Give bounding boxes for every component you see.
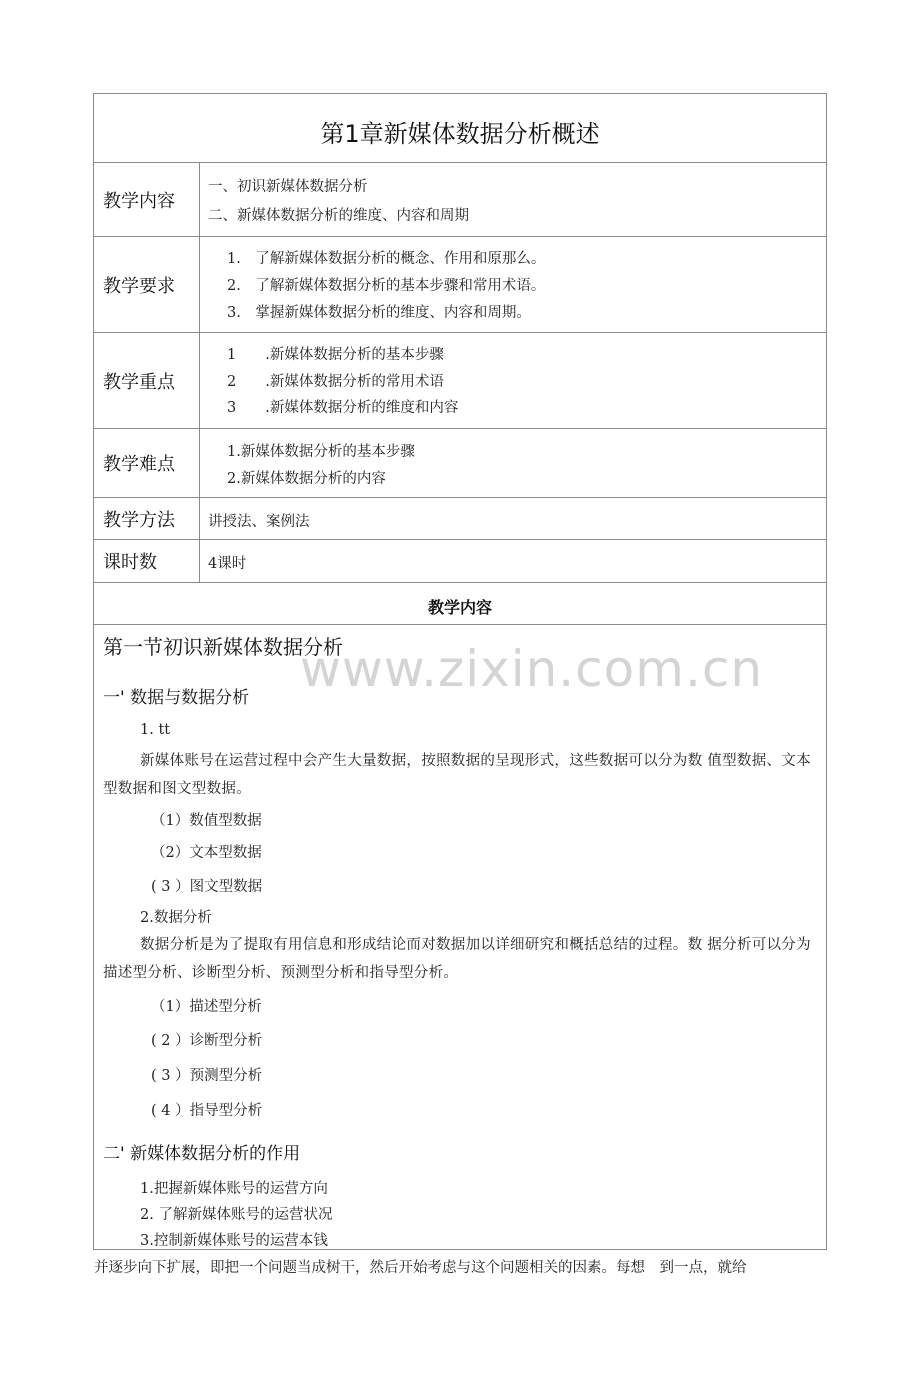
row-section-header xyxy=(94,582,826,624)
row-label: 课时数 xyxy=(94,540,200,582)
row-difficulties xyxy=(94,428,826,497)
row-key-points xyxy=(94,332,826,428)
row-value xyxy=(201,333,826,428)
row-content xyxy=(94,162,826,236)
difficulty-line: 1.新媒体数据分析的基本步骤 xyxy=(227,444,415,460)
key-point-line: 3 .新媒体数据分析的维度和内容 xyxy=(227,400,459,416)
requirement-line: 1. 了解新媒体数据分析的概念、作用和原那么。 xyxy=(227,251,546,267)
item-2-heading: 2.数据分析 xyxy=(140,910,212,926)
item-1-heading: 1. tt xyxy=(140,722,171,738)
section-title: 第一节初识新媒体数据分析 xyxy=(103,635,343,659)
section-header: 教学内容 xyxy=(427,598,492,617)
row-label: 教学方法 xyxy=(94,498,200,539)
row-method xyxy=(94,497,826,539)
data-type-item: ( 3 ）图文型数据 xyxy=(151,879,263,895)
analysis-type-item: ( 2 ）诊断型分析 xyxy=(151,1033,263,1049)
row-hours xyxy=(94,539,826,582)
row-requirements xyxy=(94,236,826,332)
analysis-type-item: ( 4 ）指导型分析 xyxy=(151,1103,263,1119)
row-label: 教学重点 xyxy=(94,333,200,428)
content-line: 一、初识新媒体数据分析 xyxy=(208,179,368,195)
method-value: 讲授法、案例法 xyxy=(208,514,310,530)
row-label: 教学难点 xyxy=(94,429,200,497)
requirement-line: 2. 了解新媒体数据分析的基本步骤和常用术语。 xyxy=(227,278,546,294)
hours-value: 4课时 xyxy=(208,556,247,572)
part1-heading: 一' 数据与数据分析 xyxy=(103,688,250,708)
paragraph: 数据分析是为了提取有用信息和形成结论而对数据加以详细研究和概括总结的过程。数 据分析可以分为描述型分析、诊断型分析、预测型分析和指导型分析。 xyxy=(103,937,811,981)
role-item: 1.把握新媒体账号的运营方向 xyxy=(140,1181,328,1197)
watermark: www.zixin.com.cn xyxy=(300,640,764,698)
lesson-body xyxy=(94,624,826,1249)
data-type-item: （1）数值型数据 xyxy=(151,813,262,829)
trailing-text: 并逐步向下扩展，即把一个问题当成树干，然后开始考虑与这个问题相关的因素。每想 到一点，就给 xyxy=(94,1260,747,1276)
row-value xyxy=(201,237,826,332)
difficulty-line: 2.新媒体数据分析的内容 xyxy=(227,471,386,487)
row-label: 教学内容 xyxy=(94,163,200,236)
row-value xyxy=(201,540,826,582)
row-label: 教学要求 xyxy=(94,237,200,332)
analysis-type-item: （1）描述型分析 xyxy=(151,999,262,1015)
part2-heading: 二' 新媒体数据分析的作用 xyxy=(103,1144,301,1164)
row-value xyxy=(201,498,826,539)
row-value xyxy=(201,429,826,497)
data-type-item: （2）文本型数据 xyxy=(151,845,262,861)
requirement-line: 3. 掌握新媒体数据分析的维度、内容和周期。 xyxy=(227,305,531,321)
key-point-line: 2 .新媒体数据分析的常用术语 xyxy=(227,374,444,390)
row-value xyxy=(201,163,826,236)
chapter-title: 第1章新媒体数据分析概述 xyxy=(320,120,600,148)
analysis-type-item: ( 3 ）预测型分析 xyxy=(151,1068,263,1084)
content-line: 二、新媒体数据分析的维度、内容和周期 xyxy=(208,208,469,224)
paragraph: 新媒体账号在运营过程中会产生大量数据，按照数据的呈现形式，这些数据可以分为数 值型数据、文本型数据和图文型数据。 xyxy=(103,753,811,797)
role-item: 3.控制新媒体账号的运营本钱 xyxy=(140,1233,328,1249)
key-point-line: 1 .新媒体数据分析的基本步骤 xyxy=(227,347,444,363)
role-item: 2. 了解新媒体账号的运营状况 xyxy=(140,1207,333,1223)
